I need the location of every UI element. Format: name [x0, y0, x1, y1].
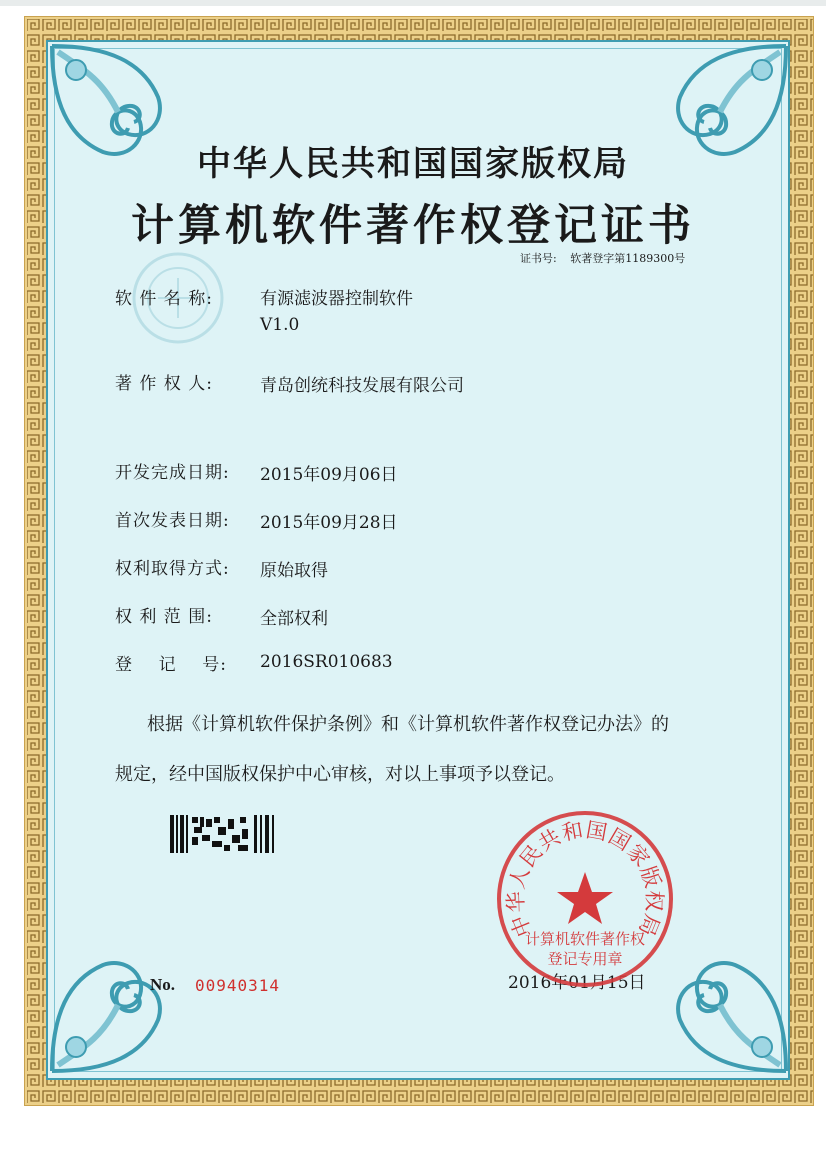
- field-label: 首次发表日期:: [115, 511, 230, 531]
- certificate-number-value: 软著登字第1189300号: [570, 252, 686, 265]
- field-value: 原始取得: [260, 561, 328, 581]
- field-value: 2015年09月28日: [260, 513, 398, 533]
- official-seal: [496, 810, 674, 988]
- seal-text-line2: 登记专用章: [547, 950, 623, 968]
- certificate-number: [520, 250, 685, 266]
- field-value: [260, 286, 413, 338]
- legal-statement-line1: 根据《计算机软件保护条例》和《计算机软件著作权登记办法》的: [147, 714, 669, 735]
- seal-text-line1: 计算机软件著作权: [524, 930, 645, 948]
- field-software-name: [115, 286, 413, 338]
- legal-statement-line2: 规定，经中国版权保护中心审核，对以上事项予以登记。: [115, 764, 565, 785]
- field-label: 软 件 名 称:: [115, 289, 213, 309]
- seal-star-icon: [557, 872, 613, 924]
- field-label: 权 利 范 围:: [115, 607, 213, 627]
- field-value: 2015年09月06日: [260, 465, 398, 485]
- field-value: 2016SR010683: [260, 652, 393, 672]
- software-version-value: V1.0: [260, 315, 300, 335]
- field-label: 开发完成日期:: [115, 463, 230, 483]
- field-value: 青岛创统科技发展有限公司: [260, 376, 464, 396]
- serial-number-value: 00940314: [195, 976, 281, 995]
- field-rights-scope: [115, 604, 328, 630]
- field-completion-date: [115, 460, 398, 486]
- field-value: 全部权利: [260, 609, 328, 629]
- seal-ring-text: 中华人民共和国国家版权局: [503, 817, 667, 941]
- field-label: 登 记 号:: [115, 655, 227, 675]
- field-acquisition-method: [115, 556, 328, 582]
- barcode-icon: [170, 815, 280, 853]
- scan-edge: [0, 0, 826, 6]
- field-label: 权利取得方式:: [115, 559, 230, 579]
- corner-ornament-icon: [48, 925, 198, 1075]
- issuing-authority: 中华人民共和国国家版权局: [197, 144, 629, 184]
- certificate-title: 计算机软件著作权登记证书: [131, 201, 695, 251]
- software-name-value: 有源滤波器控制软件: [260, 289, 413, 309]
- certificate-number-label: 证书号:: [520, 252, 557, 265]
- field-registration-number: [115, 652, 393, 678]
- field-copyright-owner: [115, 371, 464, 397]
- issue-date: 2016年01月15日: [508, 973, 646, 993]
- serial-number-label: No.: [150, 975, 176, 994]
- field-label: 著 作 权 人:: [115, 374, 213, 394]
- field-publication-date: [115, 508, 398, 534]
